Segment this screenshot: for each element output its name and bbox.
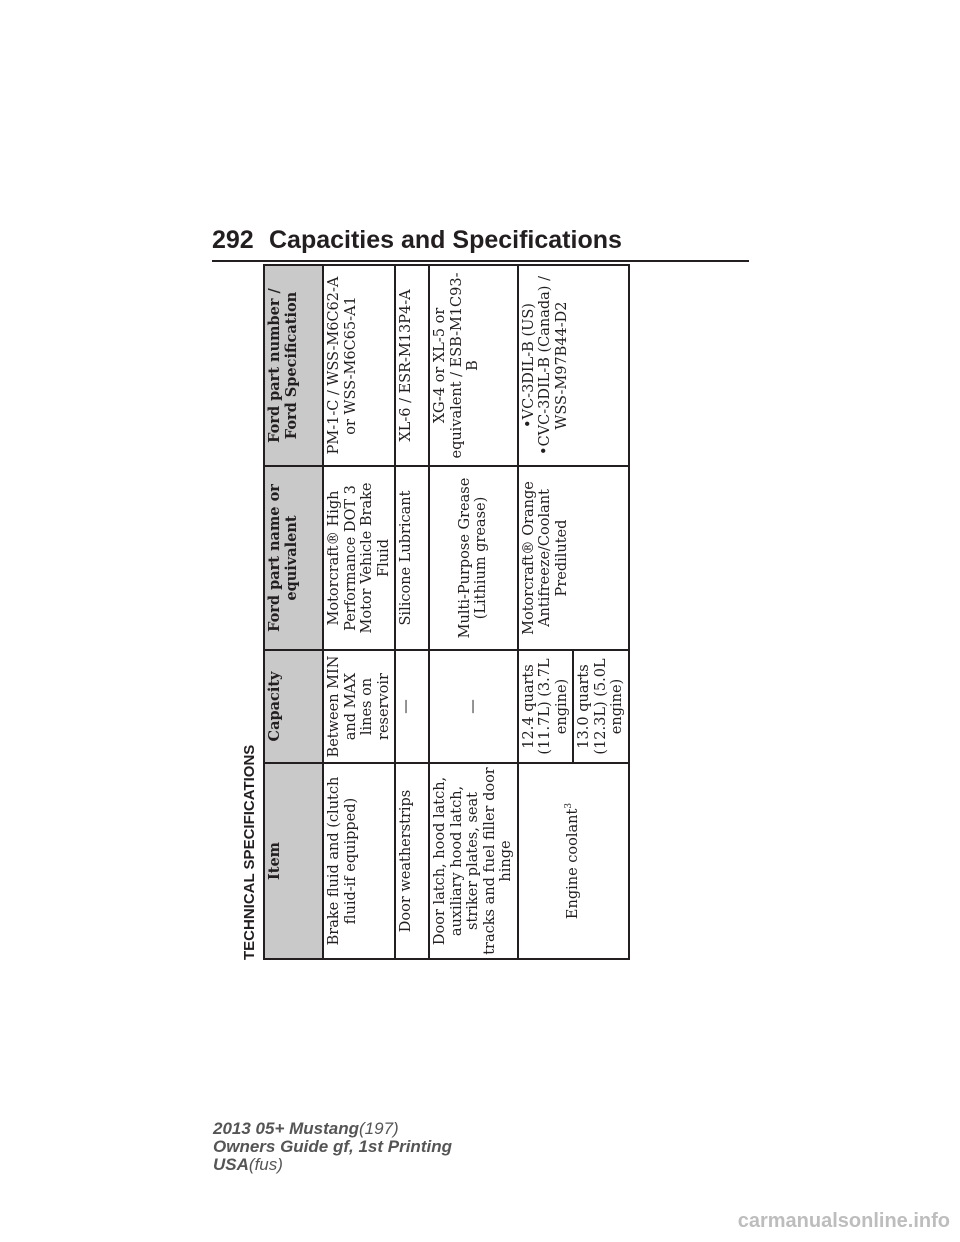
part-number-cell: PM-1-C / WSS-M6C62-A or WSS-M6C65-A1 <box>323 265 395 466</box>
column-header-part-name: Ford part name or equivalent <box>264 466 323 650</box>
footer-region-note: (fus) <box>248 1155 283 1174</box>
column-header-capacity: Capacity <box>264 650 323 763</box>
watermark: carmanualsonline.info <box>737 1210 950 1232</box>
part-number-cell: XL-6 / ESR-M13P4-A <box>395 265 429 466</box>
part-number-cell <box>518 265 629 466</box>
capacity-cell: — <box>395 650 429 763</box>
specifications-table <box>263 264 630 960</box>
part-number-bullet: •CVC-3DIL-B (Canada) / WSS-M97B44-D2 <box>537 276 570 455</box>
footer-region: USA <box>213 1155 249 1174</box>
footer-line <box>213 1156 452 1174</box>
item-cell: Door weatherstrips <box>395 763 429 959</box>
table-row <box>518 265 574 959</box>
table-row <box>429 265 518 959</box>
part-name-cell: Multi-Purpose Grease (Lithium grease) <box>429 466 518 650</box>
page-title: Capacities and Specifications <box>269 226 622 254</box>
part-number-cell: XG-4 or XL-5 or equivalent / ESB-M1C93-B <box>429 265 518 466</box>
capacity-cell: — <box>429 650 518 763</box>
print-footer <box>213 1120 452 1174</box>
item-cell <box>518 763 629 959</box>
item-label: Engine coolant <box>564 808 581 920</box>
rotated-content <box>237 260 625 960</box>
table-row <box>395 265 429 959</box>
footer-line: Owners Guide gf, 1st Printing <box>213 1137 452 1156</box>
column-header-part-number: Ford part number / Ford Specification <box>264 265 323 466</box>
page-number: 292 <box>212 226 254 254</box>
table-row <box>323 265 395 959</box>
capacity-cell: Between MIN and MAX lines on reservoir <box>323 650 395 763</box>
part-number-bullet: •VC-3DIL-B (US) <box>520 303 537 428</box>
footnote-marker: 3 <box>563 802 574 809</box>
item-cell: Brake fluid and (clutch fluid-if equipped) <box>323 763 395 959</box>
part-name-cell: Silicone Lubricant <box>395 466 429 650</box>
capacity-cell: 13.0 quarts (12.3L) (5.0L engine) <box>573 650 629 763</box>
footer-model-note: (197) <box>359 1119 399 1138</box>
footer-model: 2013 05+ Mustang <box>213 1119 359 1138</box>
item-cell: Door latch, hood latch, auxiliary hood latch, striker plates, seat tracks and fuel filler door hinge <box>429 763 518 959</box>
table-header-row <box>264 265 323 959</box>
capacity-cell: 12.4 quarts (11.7L) (3.7L engine) <box>518 650 574 763</box>
part-name-cell: Motorcraft® High Performance DOT 3 Motor Vehicle Brake Fluid <box>323 466 395 650</box>
section-title: TECHNICAL SPECIFICATIONS <box>241 744 258 960</box>
footer-line <box>213 1120 452 1138</box>
part-name-cell: Motorcraft® Orange Antifreeze/Coolant Prediluted <box>518 466 629 650</box>
column-header-item: Item <box>264 763 323 959</box>
